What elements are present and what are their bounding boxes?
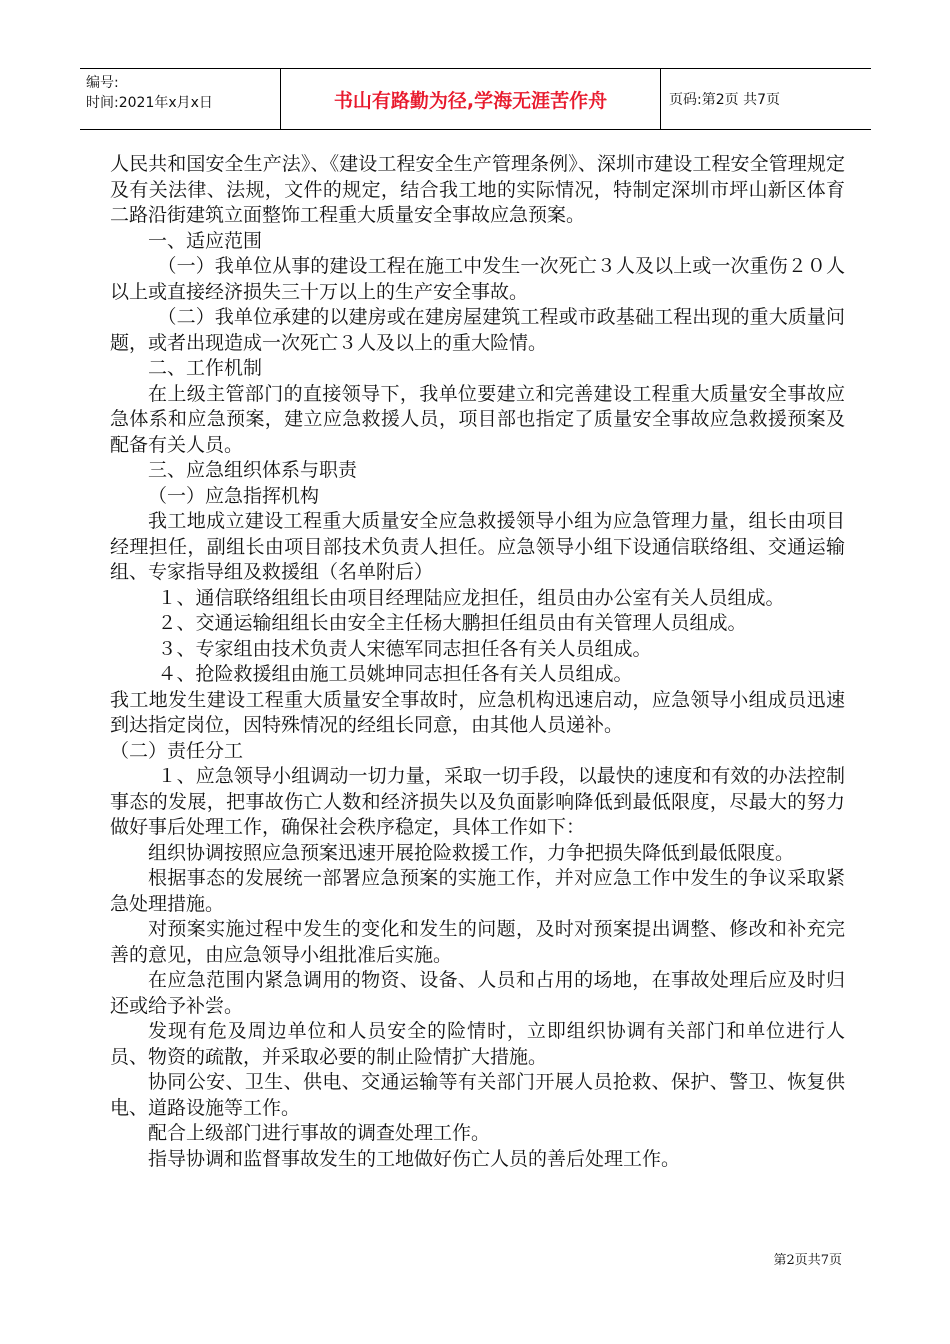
section-heading: 二、工作机制 [148,357,263,379]
paragraph: 我工地发生建设工程重大质量安全事故时，应急机构迅速启动，应急领导小组成员迅速到达指定岗位，因特殊情况的经组长同意，由其他人员递补。 [110,688,845,736]
paragraph: 人民共和国安全生产法》、《建设工程安全生产管理条例》、深圳市建设工程安全管理规定及有关法律、法规，文件的规定，结合我工地的实际情况，特制定深圳市坪山新区体育二路沿街建筑立面整饰工程重大质量安全事故应急预案。 [110,153,845,226]
list-item: ２、交通运输组组长由安全主任杨大鹏担任组员由有关管理人员组成。 [157,612,747,634]
paragraph: 组织协调按照应急预案迅速开展抢险救援工作，力争把损失降低到最低限度。 [148,841,795,864]
subsection-heading: （一）应急指挥机构 [148,484,320,507]
paragraph: １、应急领导小组调动一切力量，采取一切手段，以最快的速度和有效的办法控制事态的发展，把事故伤亡人数和经济损失以及负面影响降低到最低限度，尽最大的努力做好事后处理工作，确保社会秩序稳定，具体工作如下： [110,765,845,838]
header-meta [80,69,281,129]
header-page-info: 页码:第2页 共7页 [669,92,780,108]
paragraph: 指导协调和监督事故发生的工地做好伤亡人员的善后处理工作。 [148,1147,681,1170]
paragraph: 发现有危及周边单位和人员安全的险情时，立即组织协调有关部门和单位进行人员、物资的疏散，并采取必要的制止险情扩大措施。 [110,1020,845,1068]
paragraph: 配合上级部门进行事故的调查处理工作。 [148,1122,491,1144]
paragraph: 对预案实施过程中发生的变化和发生的问题，及时对预案提出调整、修改和补充完善的意见，由应急领导小组批准后实施。 [110,918,845,966]
doc-number-label: 编号: [86,75,119,91]
list-item: ４、抢险救援组由施工员姚坤同志担任各有关人员组成。 [157,663,633,685]
list-item: １、通信联络组组长由项目经理陆应龙担任，组员由办公室有关人员组成。 [157,586,785,609]
section-heading: 一、适应范围 [148,229,263,252]
paragraph: （二）我单位承建的以建房或在建房屋建筑工程或市政基础工程出现的重大质量问题，或者出现造成一次死亡３人及以上的重大险情。 [110,306,845,354]
paragraph: 在应急范围内紧急调用的物资、设备、人员和占用的场地，在事故处理后应及时归还或给予补尝。 [110,969,845,1017]
page-footer: 第2页共7页 [773,1253,842,1268]
paragraph: （一）我单位从事的建设工程在施工中发生一次死亡３人及以上或一次重伤２０人以上或直接经济损失三十万以上的生产安全事故。 [110,255,845,303]
header-motto: 书山有路勤为径,学海无涯苦作舟 [281,69,661,129]
section-heading: 三、应急组织体系与职责 [148,459,358,481]
document-body [110,152,845,1172]
paragraph: 协同公安、卫生、供电、交通运输等有关部门开展人员抢救、保护、警卫、恢复供电、道路设施等工作。 [110,1071,845,1119]
paragraph: 根据事态的发展统一部署应急预案的实施工作，并对应急工作中发生的争议采取紧急处理措施。 [110,867,845,915]
paragraph: 在上级主管部门的直接领导下，我单位要建立和完善建设工程重大质量安全事故应急体系和应急预案，建立应急救援人员，项目部也指定了质量安全事故应急救援预案及配备有关人员。 [110,382,845,456]
page-header [80,68,871,130]
paragraph: 我工地成立建设工程重大质量安全应急救援领导小组为应急管理力量，组长由项目经理担任，副组长由项目部技术负责人担任。应急领导小组下设通信联络组、交通运输组、专家指导组及救援组（名单附后） [110,510,845,583]
list-item: ３、专家组由技术负责人宋德军同志担任各有关人员组成。 [157,637,652,660]
doc-time-label: 时间:2021年x月x日 [86,95,213,111]
subsection-heading: （二）责任分工 [110,739,244,762]
